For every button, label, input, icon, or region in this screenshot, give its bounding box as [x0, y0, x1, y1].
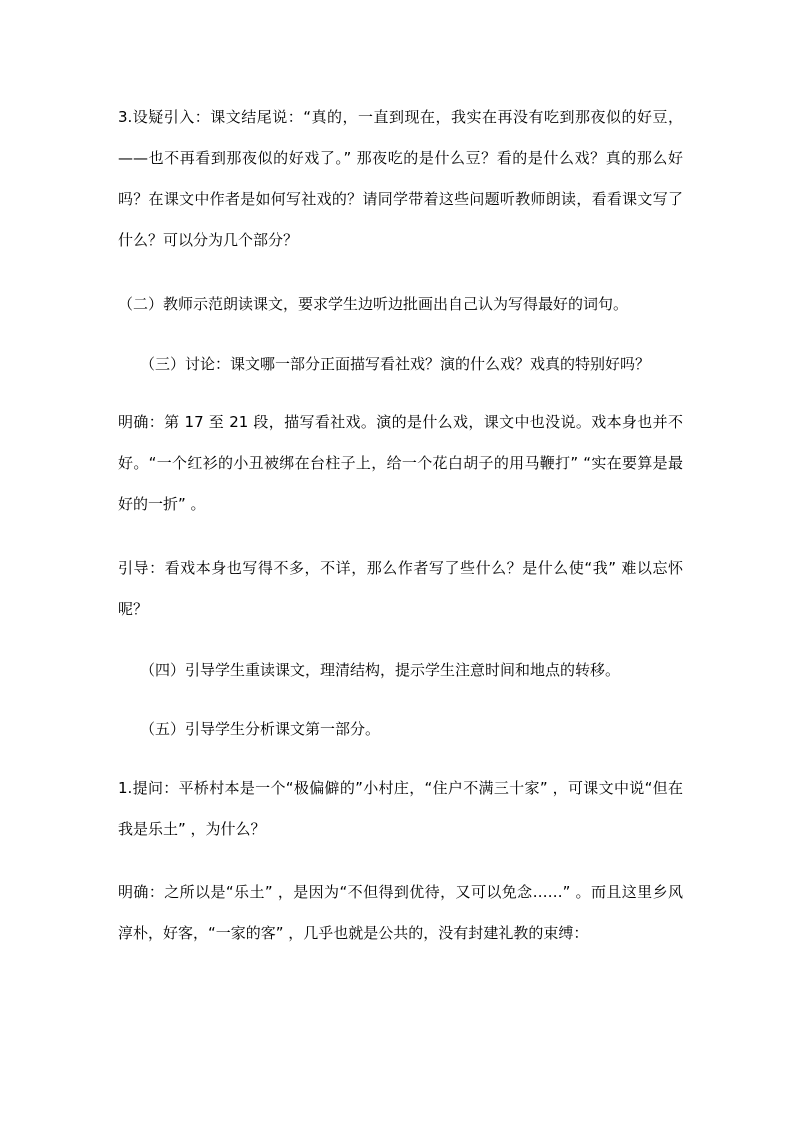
paragraph-discussion: （三）讨论：课文哪一部分正面描写看社戏？演的什么戏？戏真的特别好吗？ — [140, 355, 651, 373]
paragraph-analyze-part-one: （五）引导学生分析课文第一部分。 — [140, 720, 381, 738]
paragraph-reread: （四）引导学生重读课文，理清结构，提示学生注意时间和地点的转移。 — [140, 661, 621, 679]
paragraph-question: 1.提问：平桥村本是一个“极偏僻的”小村庄，“住户不满三十家” ，可课文中说“但在我是乐土” ，为什么？ — [118, 779, 683, 838]
paragraph-suspense-intro: 3.设疑引入：课文结尾说：“真的，一直到现在，我实在再没有吃到那夜似的好豆，——也不再看到那夜似的好戏了。” 那夜吃的是什么豆？看的是什么戏？真的那么好吗？在课文中作者是如何写社戏的？请同学带着这些问题听教师朗读，看看课文写了什么？可以分为几个部分？ — [118, 108, 683, 249]
paragraph-clarification-2: 明确：之所以是“乐土” ，是因为“不但得到优待，又可以免念……” 。而且这里乡风淳朴，好客，“一家的客” ，几乎也就是公共的，没有封建礼教的束缚： — [118, 883, 683, 942]
paragraph-guidance: 引导：看戏本身也写得不多，不详，那么作者写了些什么？是什么使“我” 难以忘怀呢？ — [118, 559, 683, 618]
paragraph-clarification-1: 明确：第 17 至 21 段，描写看社戏。演的是什么戏，课文中也没说。戏本身也并不好。“一个红衫的小丑被绑在台柱子上，给一个花白胡子的用马鞭打” “实在要算是最好的一折” 。 — [118, 413, 683, 513]
paragraph-teacher-reading: （二）教师示范朗读课文，要求学生边听边批画出自己认为写得最好的词句。 — [118, 295, 629, 313]
